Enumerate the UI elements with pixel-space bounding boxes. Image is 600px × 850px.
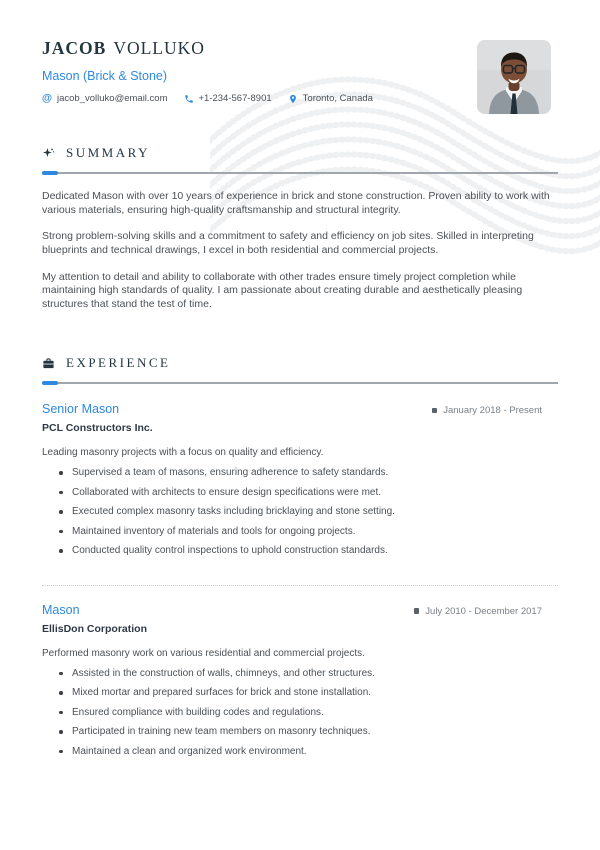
calendar-icon: [414, 608, 420, 614]
section-divider: [42, 171, 558, 175]
sparkle-icon: [42, 147, 55, 160]
experience-section: [42, 355, 558, 758]
divider-line: [42, 172, 558, 174]
job-dates: [414, 606, 558, 617]
job-description: Leading masonry projects with a focus on quality and efficiency.: [42, 447, 324, 459]
entry-dotted-separator: [42, 585, 558, 586]
summary-section-title: SUMMARY: [66, 145, 150, 160]
resume-header: [42, 38, 558, 104]
job-bullet: Ensured compliance with building codes and regulations.: [42, 707, 558, 720]
job-headline: Mason (Brick & Stone): [42, 69, 168, 83]
job-bullet: Collaborated with architects to ensure design specifications were met.: [42, 487, 558, 500]
date-range-text: July 2010 - December 2017: [425, 605, 542, 617]
summary-section-header: [42, 145, 558, 161]
summary-paragraph: Dedicated Mason with over 10 years of experience in brick and stone construction. Proven ability to work with various materials, ensuring high-quality craftsmanship and structural integrity.: [42, 190, 550, 216]
job-title: Mason: [42, 602, 80, 617]
summary-paragraph: Strong problem-solving skills and a commitment to safety and efficiency on job sites. Skilled in interpreting blueprints and technical drawings, I excel in both residential and commercial projects.: [42, 230, 534, 256]
phone-icon: [184, 94, 194, 104]
email-text: jacob_volluko@email.com: [57, 93, 168, 104]
divider-accent: [42, 171, 58, 175]
job-bullet-list: [42, 668, 558, 759]
first-name: JACOB: [42, 38, 107, 58]
divider-line: [42, 382, 558, 384]
divider-accent: [42, 381, 58, 385]
job-bullet: Maintained a clean and organized work environment.: [42, 746, 558, 759]
experience-section-title: EXPERIENCE: [66, 355, 171, 371]
contact-location: [288, 93, 373, 104]
job-bullet: Executed complex masonry tasks including bricklaying and stone setting.: [42, 506, 558, 519]
summary-section: [42, 145, 558, 311]
job-bullet: Maintained inventory of materials and tools for ongoing projects.: [42, 526, 558, 539]
job-description: Performed masonry work on various residential and commercial projects.: [42, 647, 365, 659]
section-divider: [42, 381, 558, 385]
job-dates: [432, 405, 558, 416]
profile-photo: [477, 40, 551, 114]
job-bullet-list: [42, 467, 558, 558]
calendar-icon: [432, 408, 438, 414]
location-pin-icon: [288, 94, 298, 104]
job-header: [42, 402, 558, 416]
experience-entry-mason: [42, 603, 558, 759]
summary-paragraph: My attention to detail and ability to collaborate with other trades ensure timely project completion while maintaining high standards of quality. I am passionate about creating durable and aesthetically pleasing structures that stand the test of time.: [42, 270, 523, 310]
job-bullet: Mixed mortar and prepared surfaces for brick and stone installation.: [42, 687, 558, 700]
location-text: Toronto, Canada: [302, 93, 373, 104]
job-bullet: Supervised a team of masons, ensuring adherence to safety standards.: [42, 467, 558, 480]
date-range-text: January 2018 - Present: [443, 405, 542, 417]
company-name: PCL Constructors Inc.: [42, 422, 153, 435]
at-icon: @: [41, 92, 53, 105]
job-header: [42, 603, 558, 617]
job-bullet: Participated in training new team members on masonry techniques.: [42, 726, 558, 739]
job-bullet: Conducted quality control inspections to uphold construction standards.: [42, 545, 558, 558]
last-name: VOLLUKO: [113, 38, 205, 58]
job-title: Senior Mason: [42, 402, 120, 417]
summary-text: [42, 190, 558, 311]
phone-text: +1-234-567-8901: [198, 93, 272, 104]
contact-phone: [184, 93, 272, 104]
job-bullet: Assisted in the construction of walls, chimneys, and other structures.: [42, 668, 558, 681]
briefcase-icon: [42, 357, 55, 370]
experience-entry-senior-mason: [42, 402, 558, 558]
company-name: EllisDon Corporation: [42, 622, 147, 635]
experience-section-header: [42, 355, 558, 371]
contact-email: [42, 93, 168, 104]
